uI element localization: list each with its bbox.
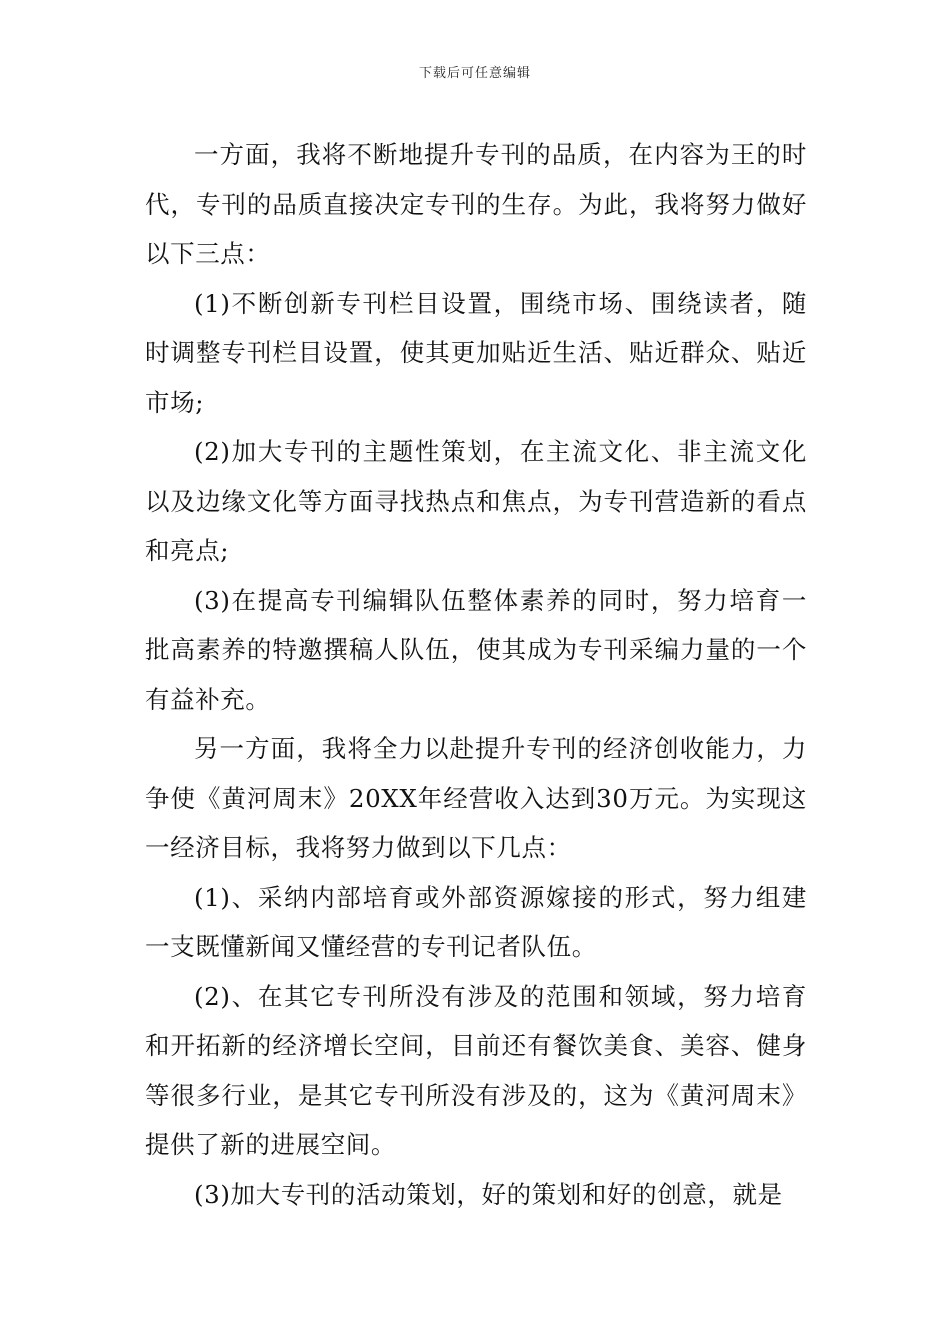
- paragraph: (1)不断创新专刊栏目设置，围绕市场、围绕读者，随时调整专刊栏目设置，使其更加贴近生活、贴近群众、贴近市场;: [145, 288, 807, 417]
- paragraph: (2)、在其它专刊所没有涉及的范围和领域，努力培育和开拓新的经济增长空间，目前还有餐饮美食、美容、健身等很多行业，是其它专刊所没有涉及的，这为《黄河周末》提供了新的进展空间。: [145, 981, 807, 1159]
- document-body: [145, 130, 807, 1219]
- paragraph: (2)加大专刊的主题性策划，在主流文化、非主流文化以及边缘文化等方面寻找热点和焦点，为专刊营造新的看点和亮点;: [145, 437, 807, 565]
- paragraph: (3)加大专刊的活动策划，好的策划和好的创意，就是: [194, 1179, 783, 1209]
- page-header: 下载后可任意编辑: [418, 66, 531, 81]
- paragraph: 另一方面，我将全力以赴提升专刊的经济创收能力，力争使《黄河周末》20XX年经营收入达到30万元。为实现这一经济目标，我将努力做到以下几点：: [145, 734, 807, 862]
- paragraph: (3)在提高专刊编辑队伍整体素养的同时，努力培育一批高素养的特邀撰稿人队伍，使其成为专刊采编力量的一个有益补充。: [145, 585, 807, 714]
- paragraph: 一方面，我将不断地提升专刊的品质，在内容为王的时代，专刊的品质直接决定专刊的生存。为此，我将努力做好以下三点：: [145, 140, 807, 268]
- paragraph: (1)、采纳内部培育或外部资源嫁接的形式，努力组建一支既懂新闻又懂经营的专刊记者队伍。: [145, 882, 807, 961]
